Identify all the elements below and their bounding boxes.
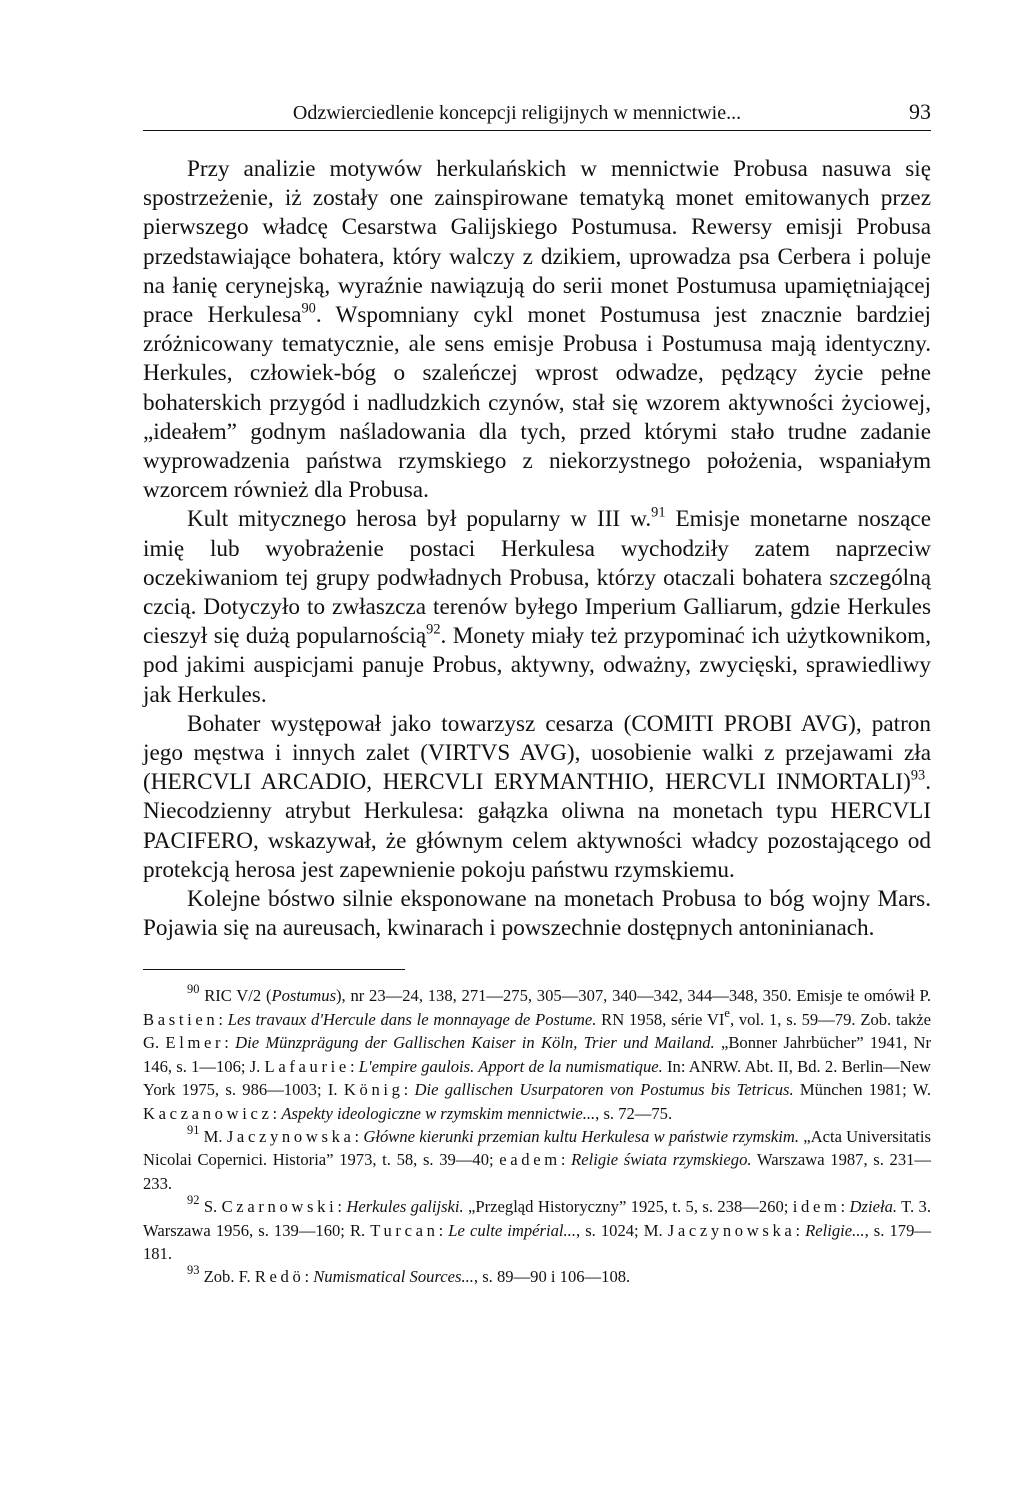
footnote-text: :: [349, 1056, 359, 1076]
footnote-ref-91[interactable]: 91: [651, 505, 666, 522]
author-name: Jaczynowska: [667, 1220, 796, 1240]
footnotes: [143, 984, 931, 1288]
footnote-title: Die Münzprägung der Gallischen Kaiser in Köln, Trier und Mailand.: [235, 1033, 715, 1053]
footnote-90: [143, 984, 931, 1124]
author-name: Czarnowski: [221, 1197, 338, 1217]
footnote-text: M.: [199, 1126, 227, 1146]
author-name: König: [343, 1080, 404, 1100]
author-name: Kaczanowicz: [143, 1103, 273, 1123]
footnote-divider: [143, 969, 405, 984]
running-title: Odzwierciedlenie koncepcji religijnych w mennictwie...: [292, 102, 742, 124]
author-name: eadem: [499, 1150, 561, 1170]
footnote-ref-90[interactable]: 90: [301, 300, 316, 317]
paragraph-text: . Monety miały też przypominać ich użytkownikom, pod jakimi auspicjami panuje Probus, aktywny, odważny, zwycięski, sprawiedliwy jak Herkules.: [143, 623, 931, 708]
body-text: [143, 155, 931, 943]
paragraph-3: [143, 710, 931, 885]
footnote-91: [143, 1122, 932, 1195]
footnote-text: , vol. 1, s. 59—79. Zob. także G.: [143, 1009, 931, 1053]
footnote-text: Warszawa 1987, s. 231—233.: [143, 1150, 932, 1193]
paragraph-4: Kolejne bóstwo silnie eksponowane na monetach Probusa to bóg wojny Mars. Pojawia się na aureusach, kwinarach i powszechnie dostępnych antoninianach.: [143, 886, 931, 942]
footnote-title: Aspekty ideologiczne w rzymskim mennictwie...: [281, 1103, 596, 1123]
paragraph-text: Przy analizie motywów herkulańskich w mennictwie Probusa nasuwa się spostrzeżenie, iż zostały one zainspirowane tematyką monet emitowanych przez pierwszego władcę Cesarstwa Galijskiego Postumusa. Rewersy emisji Probusa przedstawiające bohatera, który walczy z dzikiem, uprowadza psa Cerbera i poluje na łanię cerynejską, wyraźnie nawiązują do serii monet Postumusa upamiętniającej prace Herkulesa: [143, 156, 931, 329]
paragraph-1: [143, 155, 931, 505]
footnote-text: :: [840, 1197, 850, 1217]
footnote-number: 93: [187, 1263, 200, 1278]
author-name: idem: [792, 1197, 841, 1217]
paragraph-text: . Niecodzienny atrybut Herkulesa: gałązka oliwna na monetach typu HERCVLI PACIFERO, wskazywał, że głównym celem aktywności władcy pozostającego od protekcją herosa jest zapewnienie pokoju państwu rzymskiemu.: [143, 769, 931, 883]
footnote-text: , s. 1024; M.: [575, 1220, 668, 1240]
footnote-text: „Bonner Jahrbücher” 1941, Nr 146, s. 1—106; J.: [143, 1033, 932, 1076]
footnote-title: Herkules galijski.: [346, 1197, 464, 1217]
author-name: Jaczynowska: [226, 1126, 355, 1146]
footnote-title: L'empire gaulois. Apport de la numismatique.: [358, 1056, 663, 1076]
footnote-title: Główne kierunki przemian kultu Herkulesa w państwie rzymskim.: [363, 1126, 800, 1146]
footnote-title: Dzieła.: [849, 1197, 898, 1217]
footnote-title: Le culte impérial...: [448, 1220, 576, 1240]
footnote-text: RN 1958, série VI: [596, 1009, 725, 1029]
footnote-title: Numismatical Sources...: [313, 1267, 474, 1287]
footnote-text: ), nr 23—24, 138, 271—275, 305—307, 340—342, 344—348, 350. Emisje te omówił P.: [336, 986, 931, 1006]
footnote-text: :: [438, 1220, 449, 1240]
footnote-text: :: [560, 1150, 572, 1170]
footnote-text: :: [218, 1009, 228, 1029]
footnote-text: :: [337, 1197, 347, 1217]
footnote-text: „Acta Universitatis Nicolai Copernici. Historia” 1973, t. 58, s. 39—40;: [143, 1126, 931, 1170]
author-name: Elmer: [165, 1033, 225, 1053]
footnote-number: 92: [187, 1193, 200, 1208]
footnote-title: Die gallischen Usurpatoren von Postumus bis Tetricus.: [414, 1080, 794, 1100]
author-name: Lafaurie: [264, 1056, 350, 1076]
footnote-92: [143, 1195, 931, 1265]
footnote-text: :: [403, 1080, 415, 1100]
footnote-text: :: [354, 1126, 364, 1146]
footnote-text: RIC V/2 (: [199, 986, 272, 1006]
footnote-text: :: [272, 1103, 282, 1123]
page: [143, 96, 931, 1289]
footnote-ref-92[interactable]: 92: [426, 621, 441, 638]
footnote-text: Zob. F.: [199, 1267, 255, 1287]
footnote-number: 91: [187, 1122, 200, 1137]
footnote-text: :: [224, 1033, 236, 1053]
paragraph-text: Kult mitycznego herosa był popularny w III w.: [187, 506, 652, 533]
footnote-text: :: [304, 1267, 314, 1287]
footnote-text: T. 3. Warszawa 1956, s. 139—160; R.: [143, 1197, 931, 1240]
footnote-text: München 1981; W.: [793, 1080, 931, 1100]
page-number: 93: [909, 99, 931, 124]
paragraph-text: . Wspomniany cykl monet Postumusa jest znacznie bardziej zróżnicowany tematycznie, ale sens emisje Probusa i Postumusa mają identyczny. Herkules, człowiek-bóg o szaleńczej wprost odwadze, pędzący życie pełne bohaterskich przygód i nadludzkich czynów, stał się wzorem aktywności życiowej, „ideałem” godnym naśladowania dla tych, przed którymi stało trudne zadanie wyprowadzenia państwa rzymskiego z niekorzystnego położenia, wspaniałym wzorcem również dla Probusa.: [143, 302, 932, 504]
paragraph-text: Bohater występował jako towarzysz cesarza (COMITI PROBI AVG), patron jego męstwa i innych zalet (VIRTVS AVG), uosobienie walki z przejawami zła (HERCVLI ARCADIO, HERCVLI ERYMANTHIO, HERCVLI INMORTALI): [143, 710, 931, 796]
paragraph-2: [143, 505, 931, 709]
footnote-text: S.: [199, 1197, 222, 1217]
footnote-number: 90: [187, 982, 200, 997]
footnote-text: :: [795, 1220, 806, 1240]
footnote-superscript: e: [724, 1005, 730, 1020]
footnote-text: In: ANRW. Abt. II, Bd. 2. Berlin—New York 1975, s. 986—1003; I.: [143, 1056, 931, 1100]
footnote-text: , s. 89—90 i 106—108.: [473, 1267, 631, 1287]
running-header: [143, 96, 931, 131]
author-name: Turcan: [370, 1220, 439, 1240]
footnote-title: Postumus: [271, 986, 337, 1006]
footnote-text: , s. 179—181.: [143, 1220, 931, 1263]
footnote-title: Religie świata rzymskiego.: [571, 1150, 752, 1170]
footnote-ref-93[interactable]: 93: [910, 767, 926, 784]
footnote-text: „Przegląd Historyczny” 1925, t. 5, s. 238—260;: [463, 1197, 793, 1217]
author-name: Redö: [254, 1267, 305, 1287]
paragraph-text: Emisje monetarne noszące imię lub wyobrażenie postaci Herkulesa wychodziły zatem naprzeciw oczekiwaniom tej grupy podwładnych Probusa, którzy otaczali bohatera szczególną czcią. Dotyczyło to zwłaszcza terenów byłego Imperium Galliarum, gdzie Herkules cieszył się dużą popularnością: [143, 506, 931, 650]
footnote-text: , s. 72—75.: [595, 1103, 673, 1123]
footnote-title: Les travaux d'Hercule dans le monnayage de Postume.: [227, 1009, 597, 1029]
footnote-title: Religie...: [805, 1220, 865, 1240]
footnote-93: [143, 1265, 931, 1288]
author-name: Bastien: [143, 1009, 219, 1029]
